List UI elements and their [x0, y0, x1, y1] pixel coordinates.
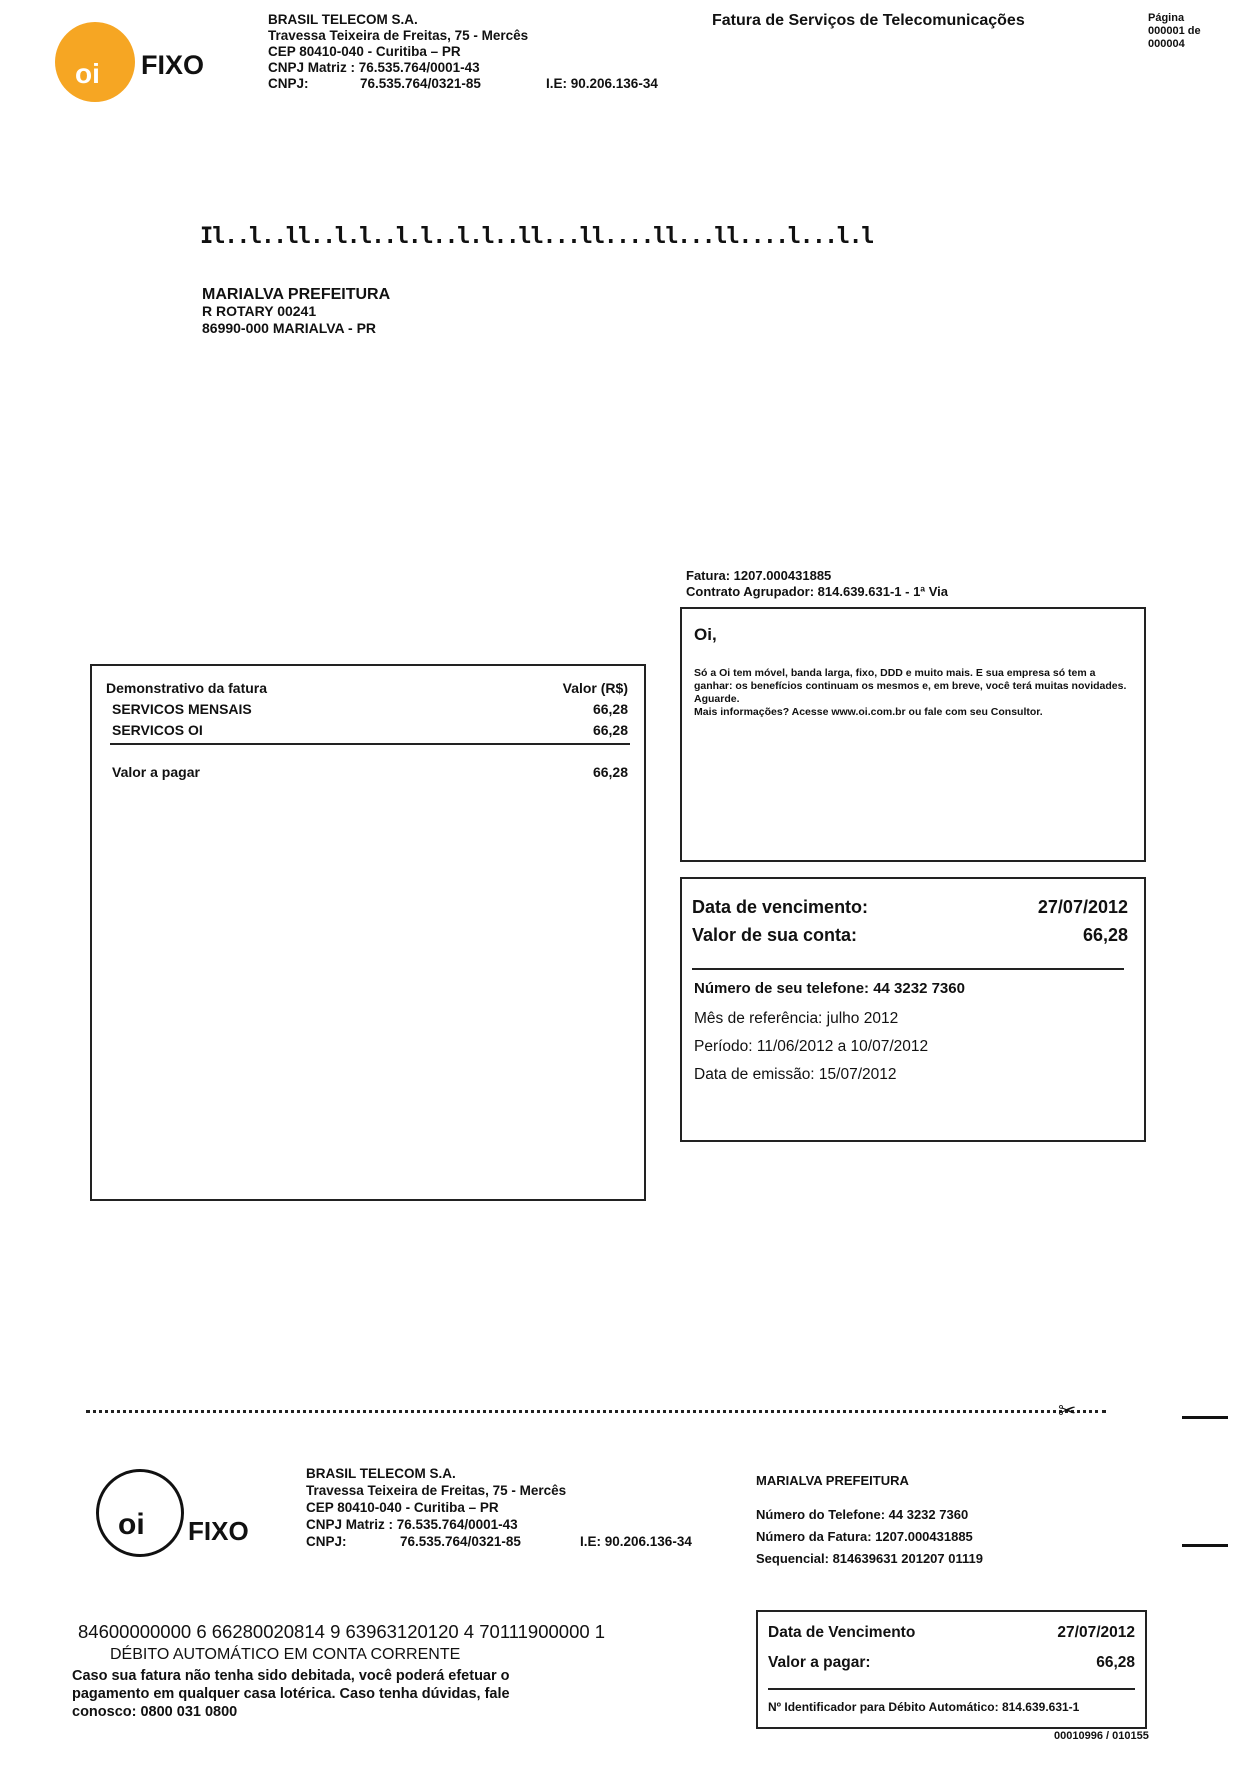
company-cnpj-label: CNPJ: — [268, 76, 309, 91]
stub-logo-mark: oi — [118, 1508, 145, 1541]
summary-box — [680, 877, 1146, 1142]
statement-value-header: Valor (R$) — [562, 680, 628, 696]
statement-total-label: Valor a pagar — [112, 764, 200, 780]
statement-item-value: 66,28 — [592, 701, 628, 717]
page-total: 000004 — [1148, 38, 1185, 50]
barcode-number: 84600000000 6 66280020814 9 63963120120 4 70111900000 1 — [78, 1621, 606, 1642]
stub-logo-text: FIXO — [188, 1516, 249, 1546]
billing-period: Período: 11/06/2012 a 10/07/2012 — [694, 1038, 929, 1055]
oi-logo — [55, 18, 205, 103]
summary-divider — [692, 968, 1124, 970]
stub-oi-logo — [96, 1464, 266, 1564]
due-date-label: Data de vencimento: — [692, 897, 869, 917]
message-line: Mais informações? Acesse www.oi.com.br ou fale com seu Consultor. — [694, 706, 1043, 718]
statement-item-label: SERVICOS OI — [112, 722, 203, 738]
message-greeting: Oi, — [694, 625, 717, 644]
statement-divider — [110, 743, 630, 745]
stub-customer-invoice: Número da Fatura: 1207.000431885 — [756, 1529, 973, 1544]
phone-number: Número de seu telefone: 44 3232 7360 — [694, 980, 965, 997]
statement-item — [112, 701, 628, 717]
amount-label: Valor de sua conta: — [692, 925, 858, 945]
cut-line — [86, 1410, 1106, 1413]
statement-item — [112, 722, 628, 738]
stub-due-label: Data de Vencimento — [768, 1624, 916, 1641]
stub-amount-label: Valor a pagar: — [768, 1654, 871, 1671]
contract-number: Contrato Agrupador: 814.639.631-1 - 1ª Via — [686, 584, 949, 599]
due-date-value: 27/07/2012 — [1037, 897, 1128, 917]
stub-company-cnpj-value: 76.535.764/0321-85 — [400, 1534, 521, 1549]
statement-total-value: 66,28 — [592, 764, 628, 780]
recipient-block — [202, 286, 390, 337]
due-date-row — [692, 897, 1128, 918]
statement-box — [90, 664, 646, 1201]
stub-due-row — [768, 1624, 1135, 1642]
document-title: Fatura de Serviços de Telecomunicações — [712, 12, 1025, 29]
auto-debit-text: Caso sua fatura não tenha sido debitada, você poderá efetuar o pagamento em qualquer casa lotérica. Caso tenha dúvidas, fale conosco: 0800 031 0800 — [72, 1668, 510, 1720]
issue-date: Data de emissão: 15/07/2012 — [694, 1066, 897, 1083]
stub-amount-row — [768, 1654, 1135, 1672]
message-body — [694, 667, 1128, 719]
invoice-number: Fatura: 1207.000431885 — [686, 568, 832, 583]
company-ie: I.E: 90.206.136-34 — [546, 76, 658, 91]
logo-text: FIXO — [141, 50, 205, 80]
margin-mark — [1182, 1544, 1228, 1547]
stub-customer-phone: Número do Telefone: 44 3232 7360 — [756, 1507, 969, 1522]
auto-debit-title: DÉBITO AUTOMÁTICO EM CONTA CORRENTE — [110, 1646, 461, 1663]
stub-customer — [756, 1470, 983, 1570]
stub-divider — [768, 1688, 1135, 1690]
page-label: Página — [1148, 12, 1185, 24]
auto-debit-id: Nº Identificador para Débito Automático: 814.639.631-1 — [768, 1700, 1080, 1714]
stub-company — [306, 1465, 692, 1550]
stub-customer-name: MARIALVA PREFEITURA — [756, 1473, 909, 1488]
stub-customer-sequence: Sequencial: 814639631 201207 01119 — [756, 1551, 983, 1566]
company-name: BRASIL TELECOM S.A. — [268, 12, 418, 27]
message-box — [680, 607, 1146, 862]
company-header — [268, 12, 668, 92]
amount-value: 66,28 — [1082, 925, 1128, 945]
stub-company-cnpj-matriz: CNPJ Matriz : 76.535.764/0001-43 — [306, 1517, 518, 1532]
stub-due-value: 27/07/2012 — [1057, 1624, 1135, 1641]
margin-mark — [1182, 1416, 1228, 1419]
page-value: 000001 de — [1148, 25, 1201, 37]
amount-row — [692, 925, 1128, 946]
company-address: Travessa Teixeira de Freitas, 75 - Mercês — [268, 28, 529, 43]
stub-company-cnpj-label: CNPJ: — [306, 1534, 347, 1549]
stub-company-ie: I.E: 90.206.136-34 — [580, 1534, 692, 1549]
stub-company-address: Travessa Teixeira de Freitas, 75 - Mercês — [306, 1483, 567, 1498]
stub-company-name: BRASIL TELECOM S.A. — [306, 1466, 456, 1481]
statement-title: Demonstrativo da fatura — [106, 680, 268, 696]
logo-mark: oi — [75, 58, 100, 89]
statement-item-label: SERVICOS MENSAIS — [112, 701, 252, 717]
stub-payment-box — [756, 1610, 1147, 1729]
scissors-icon: ✂ — [1058, 1398, 1077, 1423]
postal-barcode: Il..l..ll..l.l..l.l..l.l..ll...ll....ll...ll....l...l.l — [200, 224, 874, 249]
recipient-street: R ROTARY 00241 — [202, 303, 317, 319]
invoice-ref — [686, 568, 948, 600]
company-cep: CEP 80410-040 - Curitiba – PR — [268, 44, 461, 59]
stub-amount-value: 66,28 — [1096, 1654, 1135, 1671]
statement-item-value: 66,28 — [592, 722, 628, 738]
recipient-city: 86990-000 MARIALVA - PR — [202, 320, 377, 336]
reference-month: Mês de referência: julho 2012 — [694, 1010, 899, 1027]
recipient-name: MARIALVA PREFEITURA — [202, 286, 391, 303]
stub-company-cep: CEP 80410-040 - Curitiba – PR — [306, 1500, 499, 1515]
message-line: Só a Oi tem móvel, banda larga, fixo, DDD e muito mais. E sua empresa só tem a ganhar: os benefícios continuam os mesmos e, em breve, você terá muitas novidades. Aguarde. — [694, 667, 1127, 705]
company-cnpj-matriz: CNPJ Matriz : 76.535.764/0001-43 — [268, 60, 480, 75]
company-cnpj-value: 76.535.764/0321-85 — [360, 76, 481, 91]
footer-code: 00010996 / 010155 — [1054, 1730, 1149, 1742]
statement-total — [112, 764, 628, 780]
page-indicator — [1148, 12, 1201, 51]
